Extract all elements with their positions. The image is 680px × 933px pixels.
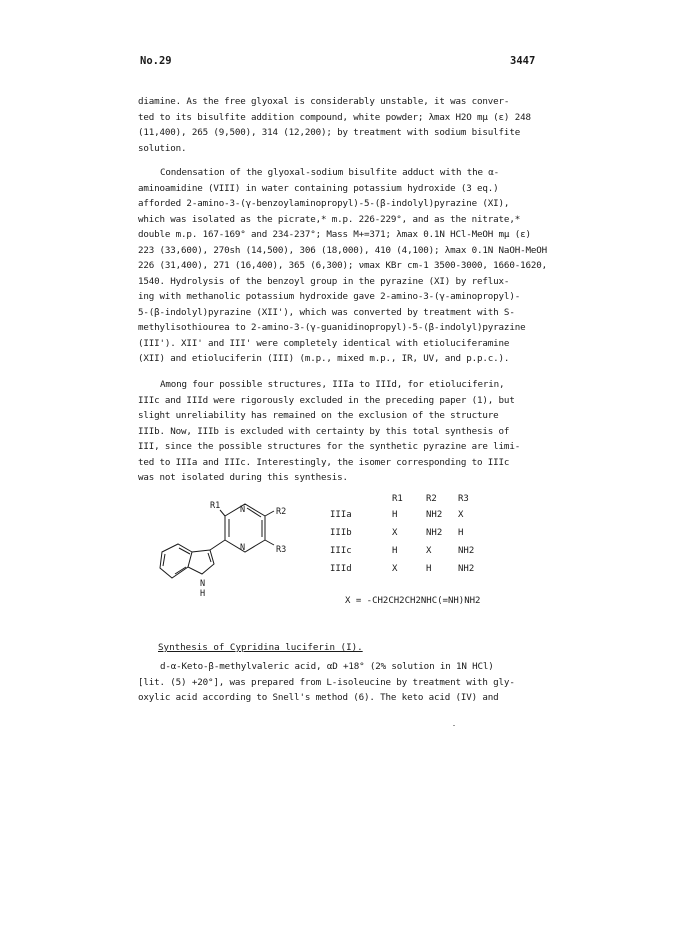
- compound-name: IIId: [330, 564, 352, 574]
- page-speck: [453, 725, 455, 726]
- r2-value: NH2: [426, 528, 443, 538]
- text-line: 226 (31,400), 271 (16,400), 365 (6,300); νmax KBr cm-1 3500-3000, 1660-1620,: [138, 260, 547, 271]
- text-line: 1540. Hydrolysis of the benzoyl group in the pyrazine (XI) by reflux-: [138, 275, 510, 287]
- text-line: Among four possible structures, IIIa to IIId, for etioluciferin,: [160, 379, 505, 390]
- r1-value: H: [392, 546, 398, 556]
- text-line: 5-(β-indolyl)pyrazine (XII'), which was converted by treatment with S-: [138, 306, 515, 318]
- text-line: (11,400), 265 (9,500), 314 (12,200); by treatment with sodium bisulfite: [138, 127, 521, 138]
- ring-nitrogen: N: [240, 543, 246, 553]
- text-line: slight unreliability has remained on the exclusion of the structure: [138, 410, 499, 421]
- text-line: d-α-Keto-β-methylvaleric acid, αD +18° (2% solution in 1N HCl): [160, 661, 494, 672]
- paragraph-glyoxal: [138, 94, 548, 156]
- text-line: IIIc and IIId were rigorously excluded in the preceding paper (1), but: [138, 394, 515, 406]
- text-line: [lit. (5) +20°], was prepared from L-isoleucine by treatment with gly-: [138, 676, 515, 688]
- text-line: was not isolated during this synthesis.: [138, 472, 348, 483]
- text-line: solution.: [138, 142, 187, 154]
- paragraph-structures: [138, 377, 548, 486]
- indole-nitrogen: N: [200, 579, 206, 589]
- column-header: R3: [458, 494, 469, 504]
- r3-value: NH2: [458, 564, 475, 574]
- text-line: Condensation of the glyoxal-sodium bisulfite adduct with the α-: [160, 167, 500, 178]
- compound-name: IIIb: [330, 528, 352, 538]
- text-line: III, since the possible structures for the synthetic pyrazine are limi-: [138, 441, 521, 452]
- text-line: ted to its bisulfite addition compound, white powder; λmax H2O mμ (ε) 248: [138, 111, 531, 123]
- compound-name: IIIa: [330, 510, 352, 520]
- journal-issue: No.29: [140, 55, 172, 67]
- text-line: ted to IIIa and IIIc. Interestingly, the isomer corresponding to IIIc: [138, 456, 510, 468]
- page-number: 3447: [510, 55, 536, 67]
- text-line: ing with methanolic potassium hydroxide gave 2-amino-3-(γ-aminopropyl)-: [138, 291, 521, 302]
- r2-value: X: [426, 546, 432, 556]
- r3-label: R3: [276, 545, 287, 555]
- r1-value: X: [392, 528, 398, 538]
- r1-value: X: [392, 564, 398, 574]
- r3-value: NH2: [458, 546, 475, 556]
- text-line: IIIb. Now, IIIb is excluded with certainty by this total synthesis of: [138, 425, 510, 437]
- text-line: afforded 2-amino-3-(γ-benzoylaminopropyl)-5-(β-indolyl)pyrazine (XI),: [138, 198, 510, 209]
- section-heading: Synthesis of Cypridina luciferin (I).: [158, 642, 363, 653]
- text-line: (III'). XII' and III' were completely identical with etioluciferamine: [138, 337, 510, 349]
- text-line: oxylic acid according to Snell's method (6). The keto acid (IV) and: [138, 692, 499, 703]
- text-line: 223 (33,600), 270sh (14,500), 306 (18,000), 410 (4,100); λmax 0.1N NaOH-MeOH: [138, 244, 547, 256]
- r1-value: H: [392, 510, 398, 520]
- r3-value: H: [458, 528, 464, 538]
- indole-pyrrole-ring: [188, 550, 214, 574]
- pyrazine-structure-diagram: [150, 492, 320, 602]
- r1-label: R1: [210, 501, 221, 511]
- text-line: double m.p. 167-169° and 234-237°; Mass M+=371; λmax 0.1N HCl-MeOH mμ (ε): [138, 229, 531, 240]
- paragraph-keto-acid: [138, 659, 548, 706]
- compound-name: IIIc: [330, 546, 352, 556]
- r2-value: H: [426, 564, 432, 574]
- text-line: which was isolated as the picrate,* m.p. 226-229°, and as the nitrate,*: [138, 213, 521, 225]
- text-line: aminoamidine (VIII) in water containing potassium hydroxide (3 eq.): [138, 182, 499, 194]
- text-line: (XII) and etioluciferin (III) (m.p., mixed m.p., IR, UV, and p.p.c.).: [138, 353, 510, 364]
- paragraph-condensation: [138, 165, 548, 367]
- r2-label: R2: [276, 507, 287, 517]
- indole-hydrogen: H: [200, 589, 206, 599]
- r3-value: X: [458, 510, 464, 520]
- x-group-definition: X = -CH2CH2CH2NHC(=NH)NH2: [345, 596, 481, 606]
- column-header: R1: [392, 494, 403, 504]
- column-header: R2: [426, 494, 437, 504]
- ring-nitrogen: N: [240, 505, 246, 515]
- text-line: methylisothiourea to 2-amino-3-(γ-guanidinopropyl)-5-(β-indolyl)pyrazine: [138, 322, 526, 333]
- r2-value: NH2: [426, 510, 443, 520]
- text-line: diamine. As the free glyoxal is considerably unstable, it was conver-: [138, 96, 510, 107]
